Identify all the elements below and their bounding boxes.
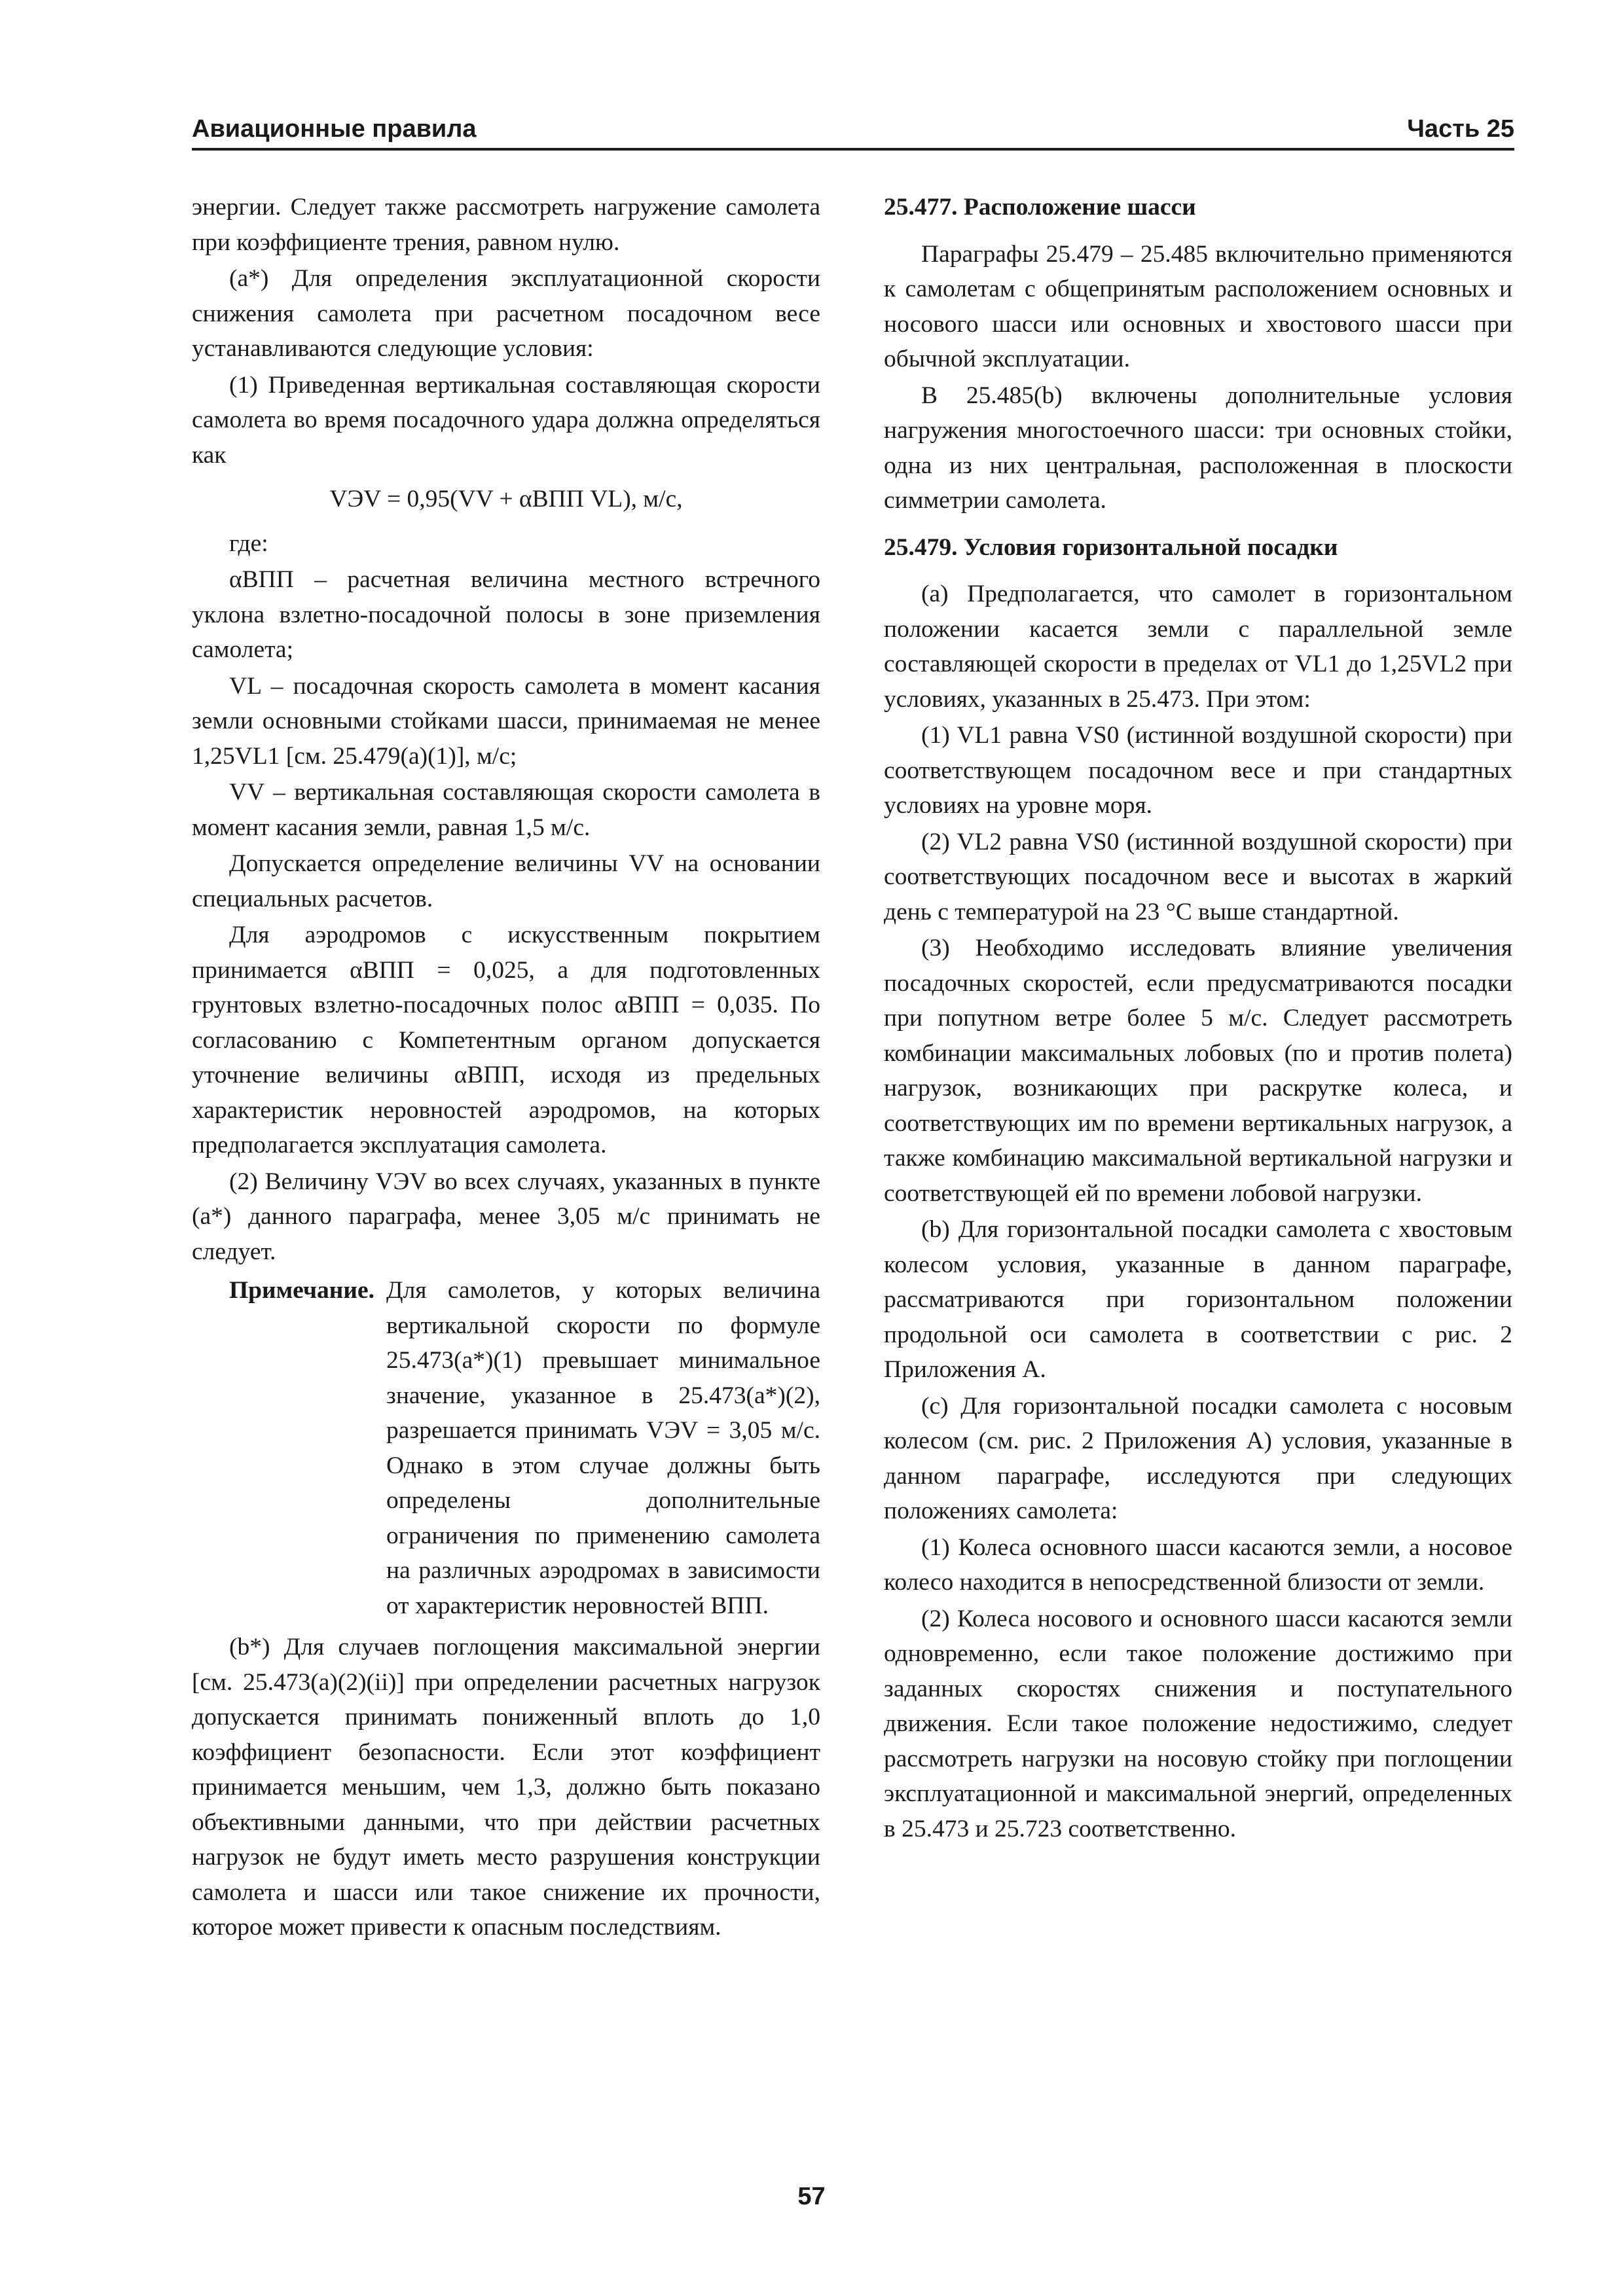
- paragraph: где:: [229, 529, 268, 557]
- header-title: Авиационные правила: [192, 115, 477, 143]
- note-label: Примечание.: [229, 1277, 375, 1304]
- header-part: Часть 25: [1407, 115, 1514, 143]
- section-heading: 25.479. Условия горизонтальной посадки: [884, 533, 1338, 561]
- paragraph: (a*) Для определения эксплуатационной скорости снижения самолета при расчетном посадочном весе устанавливаются следующие условия:: [192, 265, 820, 362]
- note-block: [229, 1273, 820, 1623]
- paragraph: энергии. Следует также рассмотреть нагружение самолета при коэффициенте трения, равном нулю.: [192, 194, 820, 256]
- right-column: [884, 190, 1512, 1848]
- paragraph: В 25.485(b) включены дополнительные условия нагружения многостоечного шасси: три основных стойки, одна из них центральная, расположенная в плоскости симметрии самолета.: [884, 382, 1512, 514]
- paragraph: (1) VL1 равна VS0 (истинной воздушной скорости) при соответствующем посадочном весе и при стандартных условиях на уровне моря.: [884, 722, 1512, 819]
- paragraph: Параграфы 25.479 – 25.485 включительно применяются к самолетам с общепринятым расположением основных и носового шасси или основных и хвостового шасси при обычной эксплуатации.: [884, 240, 1512, 372]
- definition: VL – посадочная скорость самолета в момент касания земли основными стойками шасси, принимаемая не менее 1,25VL1 [см. 25.479(a)(1)], м/с;: [192, 672, 820, 770]
- paragraph: Для аэродромов с искусственным покрытием принимается αВПП = 0,025, а для подготовленных грунтовых взлетно-посадочных полос αВПП = 0,035. По согласованию с Компетентным органом допускается уточнение величины αВПП, исходя из предельных характеристик неровностей аэродромов, на которых предполагается эксплуатация самолета.: [192, 922, 820, 1158]
- definition: VV – вертикальная составляющая скорости самолета в момент касания земли, равная 1,5 м/с.: [192, 779, 820, 841]
- paragraph: (c) Для горизонтальной посадки самолета с носовым колесом (см. рис. 2 Приложения A) условия, указанные в данном параграфе, исследуются при следующих положениях самолета:: [884, 1392, 1512, 1524]
- paragraph: (2) VL2 равна VS0 (истинной воздушной скорости) при соответствующих посадочном весе и высотах в жаркий день с температурой на 23 °C выше стандартной.: [884, 828, 1512, 925]
- paragraph: (2) Величину VЭV во всех случаях, указанных в пункте (a*) данного параграфа, менее 3,05 м/с принимать не следует.: [192, 1168, 820, 1265]
- paragraph: (a) Предполагается, что самолет в горизонтальном положении касается земли с параллельной земле составляющей скорости в пределах от VL1 до 1,25VL2 при условиях, указанных в 25.473. При этом:: [884, 581, 1512, 713]
- page-number: 57: [797, 2183, 826, 2210]
- paragraph: Допускается определение величины VV на основании специальных расчетов.: [192, 850, 820, 912]
- formula: VЭV = 0,95(VV + αВПП VL), м/с,: [329, 486, 683, 512]
- paragraph: (2) Колеса носового и основного шасси касаются земли одновременно, если такое положение достижимо при заданных скоростях снижения и поступательного движения. Если такое положение недостижимо, следует рассмотреть нагрузки на носовую стойку при поглощении эксплуатационной и максимальной энергий, определенных в 25.473 и 25.723 соответственно.: [884, 1605, 1512, 1842]
- paragraph: (b*) Для случаев поглощения максимальной энергии [см. 25.473(a)(2)(ii)] при определении расчетных нагрузок допускается принимать пониженный вплоть до 1,0 коэффициент безопасности. Если этот коэффициент принимается меньшим, чем 1,3, должно быть показано объективными данными, что при действии расчетных нагрузок не будут иметь место разрушения конструкции самолета и шасси или такое снижение их прочности, которое может привести к опасным последствиям.: [192, 1634, 820, 1941]
- running-header: [192, 113, 1514, 151]
- paragraph: (1) Колеса основного шасси касаются земли, а носовое колесо находится в непосредственной близости от земли.: [884, 1534, 1512, 1596]
- definition: αВПП – расчетная величина местного встречного уклона взлетно-посадочной полосы в зоне приземления самолета;: [192, 566, 820, 663]
- paragraph: (b) Для горизонтальной посадки самолета с хвостовым колесом условия, указанные в данном параграфе, рассматриваются при горизонтальном положении продольной оси самолета в соответствии с рис. 2 Приложения A.: [884, 1216, 1512, 1383]
- left-column: [192, 190, 820, 1946]
- paragraph: (3) Необходимо исследовать влияние увеличения посадочных скоростей, если предусматриваются посадки при попутном ветре более 5 м/с. Следует рассмотреть комбинации максимальных лобовых (по и против полета) нагрузок, возникающих при раскрутке колеса, и соответствующих им по времени вертикальных нагрузок, а также комбинацию максимальной вертикальной нагрузки и соответствующей ей по времени лобовой нагрузки.: [884, 935, 1512, 1207]
- note-text: Для самолетов, у которых величина вертикальной скорости по формуле 25.473(a*)(1) превышает минимальное значение, указанное в 25.473(a*)(2), разрешается принимать VЭV = 3,05 м/с. Однако в этом случае должны быть определены дополнительные ограничения по применению самолета на различных аэродромах в зависимости от характеристик неровностей ВПП.: [386, 1277, 820, 1619]
- paragraph: (1) Приведенная вертикальная составляющая скорости самолета во время посадочного удара должна определяться как: [192, 371, 820, 469]
- section-heading: 25.477. Расположение шасси: [884, 194, 1196, 221]
